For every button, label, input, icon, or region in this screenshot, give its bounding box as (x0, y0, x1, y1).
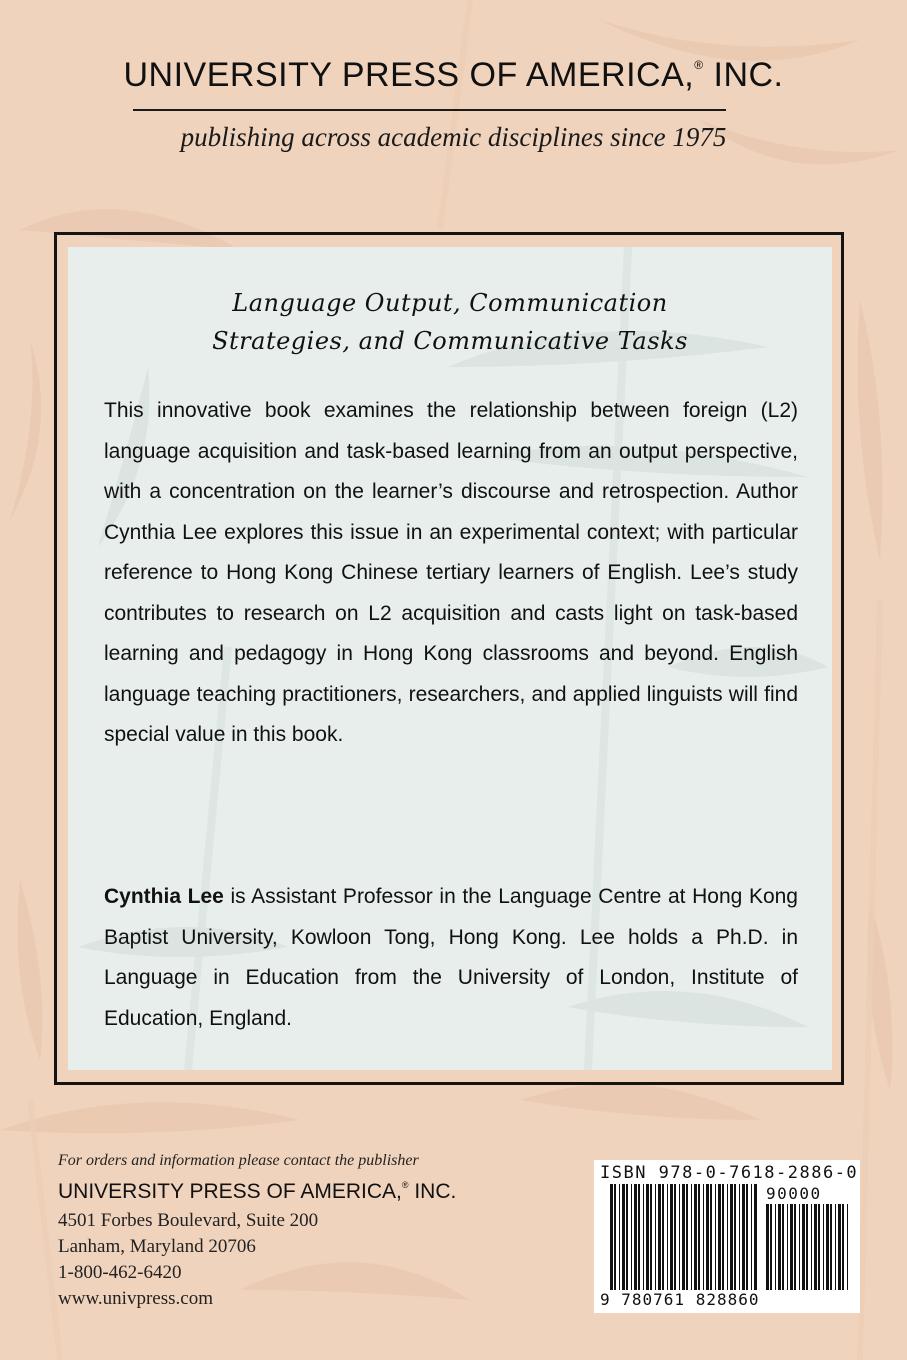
publisher-suffix: INC. (703, 56, 784, 94)
barcode-bar (830, 1204, 832, 1290)
barcode-bar (646, 1184, 649, 1290)
barcode-bar (799, 1204, 800, 1290)
barcode-bar (722, 1184, 724, 1290)
barcode-bar (643, 1184, 644, 1290)
publisher-name: UNIVERSITY PRESS OF AMERICA, (123, 56, 695, 94)
contact-publisher-suffix: INC. (408, 1180, 457, 1203)
contact-registered-mark: ® (401, 1180, 409, 1190)
barcode-bar (718, 1184, 721, 1290)
book-title-line-1: Language Output, Communication (232, 289, 668, 317)
barcode-bar (835, 1204, 836, 1290)
barcode-bar (631, 1184, 632, 1290)
header-divider (133, 109, 726, 111)
barcode-label (594, 1160, 860, 1313)
barcode-bar (794, 1204, 796, 1290)
barcode-bar (686, 1184, 688, 1290)
barcode-bar (847, 1204, 848, 1290)
barcode-bar (626, 1184, 628, 1290)
barcode-bar (622, 1184, 625, 1290)
contact-publisher (58, 1180, 456, 1204)
barcode-bar (698, 1184, 700, 1290)
barcode-bar (638, 1184, 640, 1290)
barcode-bar (811, 1204, 812, 1290)
barcode-bar (667, 1184, 668, 1290)
barcode-bar (610, 1184, 613, 1290)
orders-note: For orders and information please contact the publisher (58, 1152, 419, 1169)
author-name: Cynthia Lee (104, 885, 224, 908)
book-title (68, 284, 832, 360)
book-title-line-2: Strategies, and Communicative Tasks (212, 327, 688, 355)
barcode-bar (710, 1184, 712, 1290)
price-code: 90000 (766, 1184, 822, 1203)
barcode-bar (634, 1184, 637, 1290)
barcode-bar (766, 1204, 769, 1290)
barcode-bar (787, 1204, 788, 1290)
website[interactable]: www.univpress.com (58, 1288, 213, 1309)
barcode-bar (742, 1184, 745, 1290)
phone-number: 1-800-462-6420 (58, 1262, 182, 1283)
barcode-bar (778, 1204, 781, 1290)
barcode-bar (790, 1204, 793, 1290)
barcode-bar (727, 1184, 728, 1290)
barcode-bar (782, 1204, 784, 1290)
price-barcode (766, 1204, 852, 1290)
barcode-bar (838, 1204, 841, 1290)
author-bio-text: is Assistant Professor in the Language Centre at Hong Kong Baptist University, Kowloon Tong, Hong Kong. Lee holds a Ph.D. in Language in Education from the University of London, Institute of Education, England. (104, 885, 798, 1030)
barcode-bar (730, 1184, 733, 1290)
barcode-bar (619, 1184, 620, 1290)
publisher-tagline: publishing across academic disciplines since 1975 (180, 122, 727, 152)
barcode-bar (706, 1184, 709, 1290)
barcode-bar (715, 1184, 716, 1290)
contact-publisher-name: UNIVERSITY PRESS OF AMERICA, (58, 1180, 402, 1203)
barcode-bar (823, 1204, 824, 1290)
book-description: This innovative book examines the relationship between foreign (L2) language acquisition and task-based learning from an output perspective, with a concentration on the learner’s discourse and retrospection. Author Cynthia Lee explores this issue in an experimental context; with particular reference to Hong Kong Chinese tertiary learners of English. Lee’s study contributes to research on L2 acquisition and casts light on task-based learning and pedagogy in Hong Kong classrooms and beyond. English language teaching practitioners, researchers, and applied linguists will find special value in this book. (104, 399, 798, 746)
ean-barcode (610, 1184, 760, 1290)
barcode-bar (842, 1204, 844, 1290)
barcode-bar (694, 1184, 697, 1290)
barcode-bar (751, 1184, 752, 1290)
barcode-bar (658, 1184, 661, 1290)
publisher-header (0, 56, 907, 95)
barcode-bar (614, 1184, 616, 1290)
registered-mark: ® (694, 58, 704, 72)
barcode-bar (802, 1204, 805, 1290)
barcode-bar (662, 1184, 664, 1290)
address-line-2: Lanham, Maryland 20706 (58, 1236, 256, 1257)
barcode-bar (703, 1184, 704, 1290)
barcode-bar (682, 1184, 685, 1290)
barcode-bar (806, 1204, 808, 1290)
barcode-bar (770, 1204, 772, 1290)
barcode-bar (655, 1184, 656, 1290)
address-line-1: 4501 Forbes Boulevard, Suite 200 (58, 1210, 319, 1231)
barcode-bar (650, 1184, 652, 1290)
barcode-bar (739, 1184, 740, 1290)
barcode-bar (754, 1184, 757, 1290)
barcode-bar (679, 1184, 680, 1290)
barcode-bar (670, 1184, 673, 1290)
barcode-bar (775, 1204, 776, 1290)
barcode-bar (826, 1204, 829, 1290)
barcode-bar (814, 1204, 817, 1290)
barcode-bar (746, 1184, 748, 1290)
ean-digits: 9 780761 828860 (600, 1290, 760, 1309)
barcode-bar (734, 1184, 736, 1290)
isbn-text: ISBN 978-0-7618-2886-0 (600, 1163, 859, 1183)
barcode-bar (674, 1184, 676, 1290)
author-bio (104, 877, 798, 1039)
barcode-bar (691, 1184, 692, 1290)
barcode-bar (818, 1204, 820, 1290)
